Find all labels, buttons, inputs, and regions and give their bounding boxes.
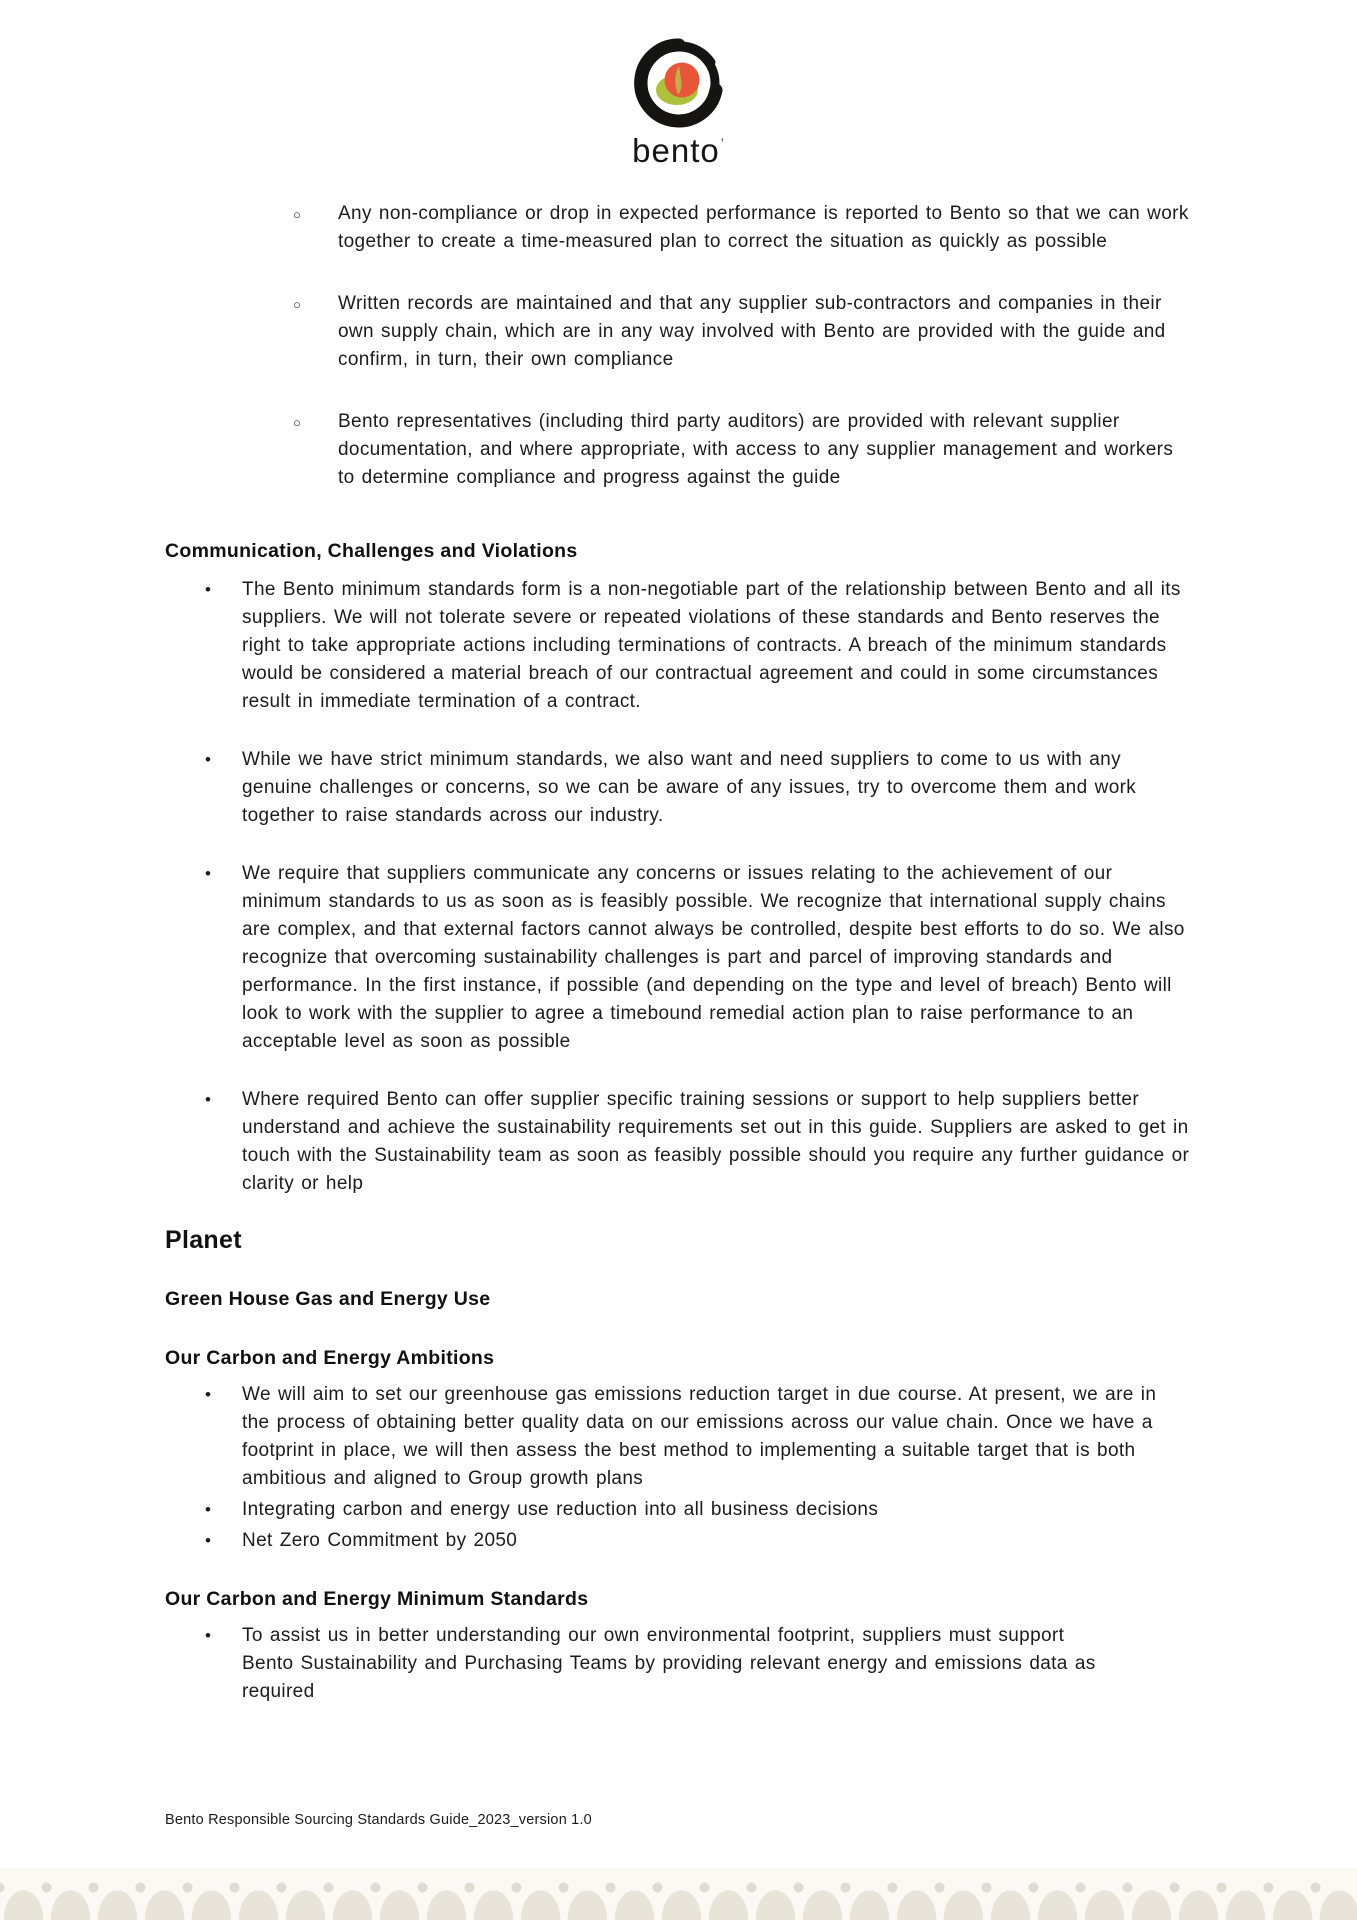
document-footer — [165, 1812, 592, 1828]
list-item — [205, 1381, 1190, 1493]
list-item — [205, 746, 1190, 830]
brand-trademark: ’ — [720, 135, 725, 151]
dot-bullet-marker: • — [205, 1385, 212, 1404]
bento-logo-icon — [620, 34, 738, 134]
section-heading-communication: Communication, Challenges and Violations — [165, 540, 578, 562]
circle-bullet-marker: ○ — [293, 297, 302, 312]
circle-bullet-marker: ○ — [293, 207, 302, 222]
section-heading-planet: Planet — [165, 1226, 242, 1254]
communication-bullet-list — [205, 576, 1190, 1198]
dot-bullet-marker: • — [205, 1626, 212, 1645]
circle-bullet-marker: ○ — [293, 415, 302, 430]
bullet-text: To assist us in better understanding our own environmental footprint, suppliers must support Bento Sustainability and Purchasing Teams by providing relevant energy and emissions data as required — [242, 1625, 1096, 1702]
brand-name: bento’ — [632, 132, 725, 169]
list-item — [205, 860, 1190, 1056]
bullet-text: Any non-compliance or drop in expected performance is reported to Bento so that we can work together to create a time-measured plan to correct the situation as quickly as possible — [338, 203, 1189, 252]
section-heading-carbon-minimum-standards: Our Carbon and Energy Minimum Standards — [165, 1588, 589, 1610]
section-heading-carbon-ambitions: Our Carbon and Energy Ambitions — [165, 1347, 495, 1369]
bullet-text: Written records are maintained and that any supplier sub-contractors and companies in their own supply chain, which are in any way involved with Bento are provided with the guide and confirm, in turn, their own compliance — [338, 293, 1166, 370]
section-heading-ghg: Green House Gas and Energy Use — [165, 1288, 491, 1310]
bullet-text: Net Zero Commitment by 2050 — [242, 1530, 518, 1551]
list-item — [205, 1527, 1190, 1555]
bullet-text: The Bento minimum standards form is a non-negotiable part of the relationship between Bento and all its suppliers. We will not tolerate severe or repeated violations of these standards and Bento reserves the right to take appropriate actions including terminations of contracts. A breach of the minimum standards would be considered a material breach of our contractual agreement and could in some circumstances result in immediate termination of a contract. — [242, 579, 1181, 712]
decorative-bottom-border — [0, 1868, 1357, 1920]
dot-bullet-marker: • — [205, 1531, 212, 1550]
document-body — [0, 200, 1357, 1706]
bullet-text: Integrating carbon and energy use reduction into all business decisions — [242, 1499, 879, 1520]
list-item — [293, 408, 1190, 492]
bullet-text: Bento representatives (including third party auditors) are provided with relevant supplier documentation, and where appropriate, with access to any supplier management and workers to determine compliance and progress against the guide — [338, 411, 1174, 488]
list-item — [205, 1622, 1190, 1706]
carbon-ambitions-bullet-list — [205, 1381, 1190, 1555]
list-item — [293, 200, 1190, 256]
list-item — [293, 290, 1190, 374]
bullet-text: We require that suppliers communicate any concerns or issues relating to the achievement of our minimum standards to us as soon as is feasibly possible. We recognize that international supply chains are complex, and that external factors cannot always be controlled, despite best efforts to do so. We also recognize that overcoming sustainability challenges is part and parcel of improving standards and performance. In the first instance, if possible (and depending on the type and level of breach) Bento will look to work with the supplier to agree a timebound remedial action plan to raise performance to an acceptable level as soon as possible — [242, 863, 1185, 1052]
bullet-text: Where required Bento can offer supplier specific training sessions or support to help suppliers better understand and achieve the sustainability requirements set out in this guide. Suppliers are asked to get in touch with the Sustainability team as soon as feasibly possible should you require any further guidance or clarity or help — [242, 1089, 1190, 1194]
dot-bullet-marker: • — [205, 750, 212, 769]
bullet-text: We will aim to set our greenhouse gas emissions reduction target in due course. At present, we are in the process of obtaining better quality data on our emissions across our value chain. Once we have a footprint in place, we will then assess the best method to implementing a suitable target that is both ambitious and aligned to Group growth plans — [242, 1384, 1157, 1489]
footer-text: Bento Responsible Sourcing Standards Guide_2023_version 1.0 — [165, 1812, 592, 1828]
list-item — [205, 576, 1190, 716]
carbon-minimum-standards-bullet-list — [205, 1622, 1190, 1706]
list-item — [205, 1496, 1190, 1524]
dot-bullet-marker: • — [205, 864, 212, 883]
dot-bullet-marker: • — [205, 1500, 212, 1519]
bento-logo — [0, 34, 1357, 170]
list-item — [205, 1086, 1190, 1198]
intro-sub-bullet-list — [293, 200, 1190, 492]
dot-bullet-marker: • — [205, 580, 212, 599]
bullet-text: While we have strict minimum standards, we also want and need suppliers to come to us with any genuine challenges or concerns, so we can be aware of any issues, try to overcome them and work together to raise standards across our industry. — [242, 749, 1137, 826]
dot-bullet-marker: • — [205, 1090, 212, 1109]
